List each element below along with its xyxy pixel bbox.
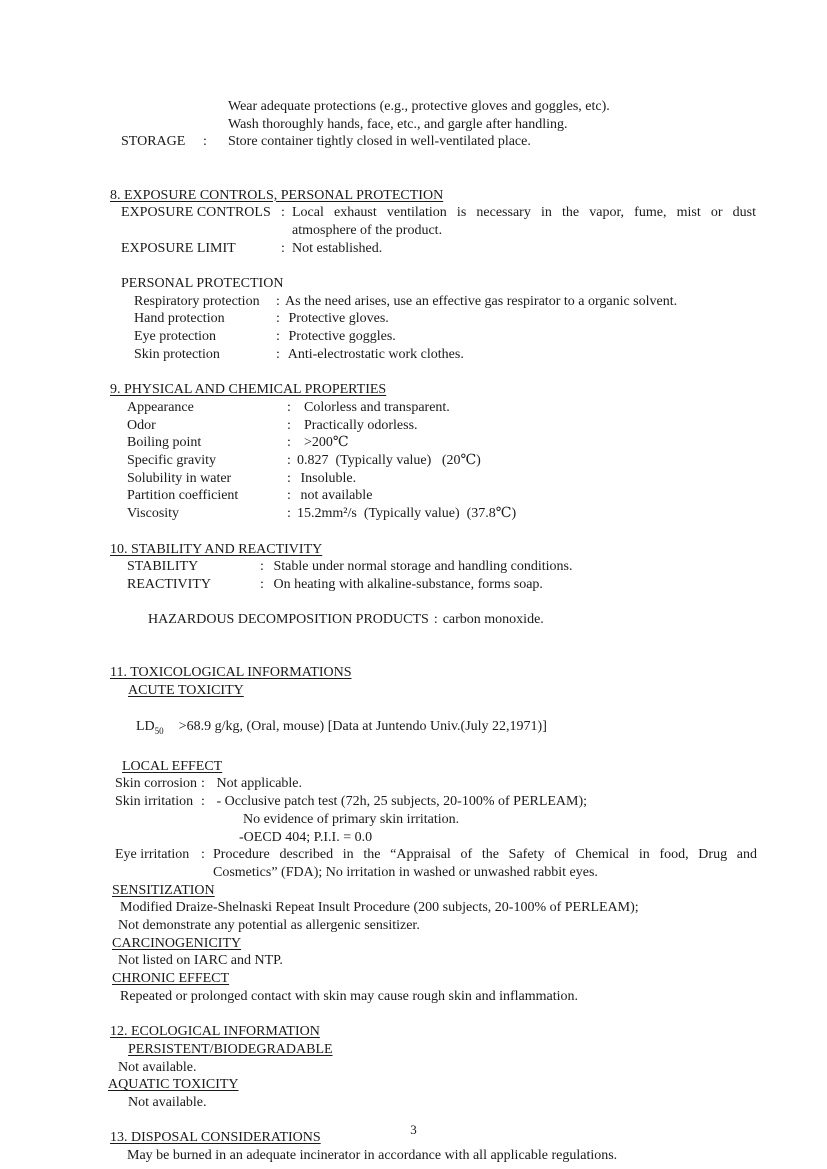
- skin-corrosion-value: Not applicable.: [213, 776, 303, 792]
- hazardous-decomposition-value: carbon monoxide.: [442, 612, 544, 628]
- exposure-limit-row: [0, 240, 827, 258]
- carcinogenicity-line: Not listed on IARC and NTP.: [118, 953, 283, 969]
- acute-toxicity-title: ACUTE TOXICITY: [128, 683, 244, 699]
- storage-row: [0, 133, 827, 151]
- viscosity-value: 15.2mm²/s (Typically value) (37.8℃): [297, 506, 517, 522]
- handling-precaution-line-1: Wear adequate protections (e.g., protective gloves and goggles, etc).: [228, 99, 610, 114]
- carcinogenicity-heading: [0, 935, 827, 953]
- sensitization-line-2: Not demonstrate any potential as allergenic sensitizer.: [118, 918, 420, 934]
- boiling-point-label: Boiling point: [127, 435, 202, 451]
- hazardous-decomposition-row: [0, 594, 827, 647]
- ld50-symbol: LD: [136, 718, 155, 734]
- section-9-heading: [0, 381, 827, 399]
- acute-toxicity-heading: [0, 682, 827, 700]
- colon: :: [203, 134, 207, 150]
- appearance-label: Appearance: [127, 399, 194, 415]
- boiling-point-row: [0, 434, 827, 452]
- boiling-point-value: >200℃: [297, 435, 349, 451]
- odor-value: Practically odorless.: [297, 417, 418, 433]
- skin-protection-value: Anti-electrostatic work clothes.: [285, 346, 464, 362]
- section-11-title: 11. TOXICOLOGICAL INFORMATIONS: [110, 665, 352, 681]
- colon: :: [287, 453, 291, 469]
- eye-irritation-row: [0, 846, 827, 881]
- partition-coefficient-value: not available: [297, 488, 373, 504]
- eye-irritation-line-1: Procedure described in the “Appraisal of the Safety of Chemical in food, Drug and: [213, 847, 757, 863]
- exposure-controls-row: [0, 204, 827, 222]
- exposure-limit-value: Not established.: [292, 240, 383, 256]
- skin-irritation-line-3: -OECD 404; P.I.I. = 0.0: [239, 829, 373, 845]
- colon: :: [287, 435, 291, 451]
- skin-protection-row: [0, 346, 827, 364]
- hand-protection-row: [0, 310, 827, 328]
- appearance-value: Colorless and transparent.: [297, 399, 450, 415]
- odor-row: [0, 417, 827, 435]
- handling-precaution-line-2: Wash thoroughly hands, face, etc., and gargle after handling.: [228, 116, 568, 132]
- aquatic-toxicity-value: Not available.: [128, 1095, 207, 1111]
- aquatic-toxicity-heading: [0, 1076, 827, 1094]
- persistent-value: Not available.: [118, 1059, 197, 1075]
- viscosity-row: [0, 505, 827, 523]
- skin-protection-label: Skin protection: [134, 346, 220, 362]
- respiratory-protection-row: [0, 293, 827, 311]
- reactivity-value: On heating with alkaline-substance, forms soap.: [270, 576, 543, 592]
- solubility-value: Insoluble.: [297, 470, 357, 486]
- section-12-heading: [0, 1023, 827, 1041]
- colon: :: [287, 506, 291, 522]
- odor-label: Odor: [127, 417, 156, 433]
- local-effect-title: LOCAL EFFECT: [122, 758, 223, 774]
- section-11-heading: [0, 664, 827, 682]
- colon: :: [201, 794, 205, 810]
- skin-irritation-line-2: No evidence of primary skin irritation.: [243, 811, 460, 827]
- section-10-title: 10. STABILITY AND REACTIVITY: [110, 541, 323, 557]
- disposal-line: May be burned in an adequate incinerator in accordance with all applicable regulations.: [127, 1148, 618, 1164]
- storage-label: STORAGE: [121, 134, 186, 150]
- persistent-title: PERSISTENT/BIODEGRADABLE: [128, 1041, 333, 1057]
- aquatic-toxicity-title: AQUATIC TOXICITY: [108, 1077, 239, 1093]
- skin-corrosion-label: Skin corrosion: [115, 776, 198, 792]
- colon: :: [276, 293, 280, 309]
- page-number: 3: [410, 1122, 417, 1137]
- eye-protection-row: [0, 328, 827, 346]
- persistent-heading: [0, 1041, 827, 1059]
- stability-value: Stable under normal storage and handling conditions.: [270, 559, 573, 575]
- reactivity-row: [0, 576, 827, 594]
- viscosity-label: Viscosity: [127, 506, 180, 522]
- reactivity-label: REACTIVITY: [127, 576, 211, 592]
- hazardous-decomposition-label: HAZARDOUS DECOMPOSITION PRODUCTS: [148, 612, 429, 628]
- exposure-controls-value-line-1: Local exhaust ventilation is necessary in the vapor, fume, mist or dust: [292, 205, 756, 221]
- ld50-subscript: 50: [154, 725, 164, 736]
- respiratory-protection-value: As the need arises, use an effective gas respirator to a organic solvent.: [285, 293, 678, 309]
- colon: :: [260, 576, 264, 592]
- sensitization-title: SENSITIZATION: [112, 882, 215, 898]
- exposure-controls-value-line-2: atmosphere of the product.: [292, 222, 443, 238]
- storage-value: Store container tightly closed in well-ventilated place.: [228, 134, 531, 150]
- sensitization-line-1: Modified Draize-Shelnaski Repeat Insult Procedure (200 subjects, 20-100% of PERLEAM);: [120, 900, 639, 916]
- skin-irritation-line-1: - Occlusive patch test (72h, 25 subjects, 20-100% of PERLEAM);: [213, 794, 588, 810]
- colon: :: [287, 470, 291, 486]
- chronic-effect-line: Repeated or prolonged contact with skin may cause rough skin and inflammation.: [120, 988, 578, 1004]
- colon: :: [281, 240, 285, 256]
- section-8-heading: [0, 187, 827, 205]
- colon: :: [287, 488, 291, 504]
- section-13-title: 13. DISPOSAL CONSIDERATIONS: [110, 1130, 321, 1146]
- colon: :: [433, 612, 438, 628]
- skin-corrosion-row: [0, 775, 827, 793]
- appearance-row: [0, 399, 827, 417]
- section-9-title: 9. PHYSICAL AND CHEMICAL PROPERTIES: [110, 382, 387, 398]
- section-8-title: 8. EXPOSURE CONTROLS, PERSONAL PROTECTION: [110, 187, 444, 203]
- colon: :: [201, 847, 205, 863]
- stability-label: STABILITY: [127, 559, 199, 575]
- exposure-controls-label: EXPOSURE CONTROLS: [121, 205, 271, 221]
- colon: :: [281, 205, 285, 221]
- eye-protection-label: Eye protection: [134, 329, 217, 345]
- document-content: [0, 98, 827, 1165]
- skin-irritation-label: Skin irritation: [115, 794, 194, 810]
- specific-gravity-value: 0.827 (Typically value) (20℃): [297, 453, 481, 469]
- chronic-effect-title: CHRONIC EFFECT: [112, 971, 230, 987]
- colon: :: [276, 311, 280, 327]
- partition-coefficient-row: [0, 487, 827, 505]
- specific-gravity-label: Specific gravity: [127, 453, 217, 469]
- personal-protection-title: PERSONAL PROTECTION: [121, 276, 284, 291]
- section-12-title: 12. ECOLOGICAL INFORMATION: [110, 1024, 320, 1040]
- ld50-row: [0, 700, 827, 758]
- respiratory-protection-label: Respiratory protection: [134, 293, 260, 309]
- hand-protection-label: Hand protection: [134, 311, 225, 327]
- exposure-limit-label: EXPOSURE LIMIT: [121, 240, 236, 256]
- colon: :: [201, 776, 205, 792]
- skin-irritation-row: [0, 793, 827, 846]
- carcinogenicity-title: CARCINOGENICITY: [112, 935, 242, 951]
- local-effect-heading: [0, 758, 827, 776]
- solubility-label: Solubility in water: [127, 470, 232, 486]
- colon: :: [260, 559, 264, 575]
- hand-protection-value: Protective gloves.: [285, 311, 389, 327]
- eye-irritation-label: Eye irritation: [115, 847, 190, 863]
- colon: :: [287, 399, 291, 415]
- partition-coefficient-label: Partition coefficient: [127, 488, 239, 504]
- solubility-row: [0, 470, 827, 488]
- ld50-value: >68.9 g/kg, (Oral, mouse) [Data at Juntendo Univ.(July 22,1971)]: [178, 718, 547, 734]
- stability-row: [0, 558, 827, 576]
- specific-gravity-row: [0, 452, 827, 470]
- colon: :: [276, 346, 280, 362]
- colon: :: [276, 329, 280, 345]
- section-10-heading: [0, 541, 827, 559]
- chronic-effect-heading: [0, 970, 827, 988]
- eye-irritation-line-2: Cosmetics” (FDA); No irritation in washed or unwashed rabbit eyes.: [213, 864, 598, 880]
- colon: :: [287, 417, 291, 433]
- sensitization-heading: [0, 882, 827, 900]
- eye-protection-value: Protective goggles.: [285, 329, 396, 345]
